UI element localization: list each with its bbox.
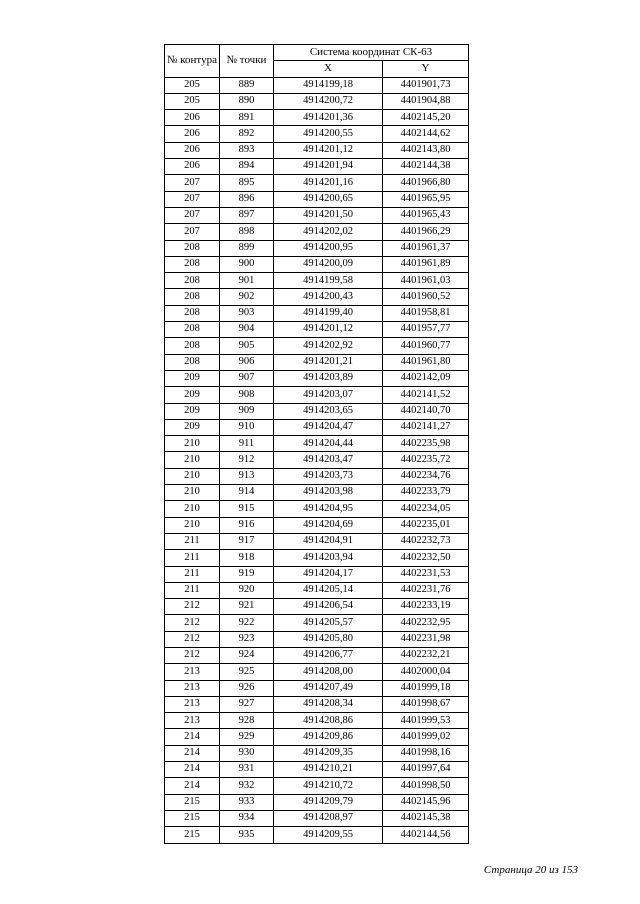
cell-y: 4401960,77 [383, 338, 469, 354]
cell-contour: 212 [165, 599, 220, 615]
table-row [165, 713, 469, 729]
cell-contour: 213 [165, 713, 220, 729]
cell-point: 889 [220, 77, 274, 93]
cell-x: 4914209,35 [274, 745, 383, 761]
cell-x: 4914203,65 [274, 403, 383, 419]
cell-contour: 211 [165, 550, 220, 566]
cell-point: 900 [220, 256, 274, 272]
table-row [165, 338, 469, 354]
table-row [165, 810, 469, 826]
cell-contour: 210 [165, 452, 220, 468]
cell-contour: 210 [165, 468, 220, 484]
cell-point: 902 [220, 289, 274, 305]
table-row [165, 631, 469, 647]
cell-point: 924 [220, 647, 274, 663]
cell-y: 4402145,96 [383, 794, 469, 810]
cell-contour: 208 [165, 240, 220, 256]
cell-contour: 212 [165, 631, 220, 647]
cell-point: 894 [220, 159, 274, 175]
cell-contour: 207 [165, 224, 220, 240]
cell-point: 907 [220, 370, 274, 386]
cell-x: 4914202,02 [274, 224, 383, 240]
cell-point: 895 [220, 175, 274, 191]
cell-contour: 215 [165, 794, 220, 810]
cell-point: 930 [220, 745, 274, 761]
cell-contour: 210 [165, 501, 220, 517]
cell-point: 917 [220, 533, 274, 549]
cell-contour: 210 [165, 485, 220, 501]
cell-point: 901 [220, 273, 274, 289]
table-row [165, 615, 469, 631]
cell-y: 4402232,95 [383, 615, 469, 631]
cell-x: 4914204,91 [274, 533, 383, 549]
cell-point: 934 [220, 810, 274, 826]
cell-y: 4402234,05 [383, 501, 469, 517]
table-row [165, 387, 469, 403]
cell-x: 4914201,12 [274, 322, 383, 338]
cell-point: 922 [220, 615, 274, 631]
cell-point: 892 [220, 126, 274, 142]
cell-y: 4401901,73 [383, 77, 469, 93]
cell-y: 4401966,80 [383, 175, 469, 191]
table-row [165, 501, 469, 517]
cell-y: 4402231,98 [383, 631, 469, 647]
cell-x: 4914208,97 [274, 810, 383, 826]
cell-contour: 208 [165, 338, 220, 354]
cell-contour: 209 [165, 419, 220, 435]
cell-x: 4914203,07 [274, 387, 383, 403]
cell-contour: 209 [165, 403, 220, 419]
cell-x: 4914201,12 [274, 142, 383, 158]
cell-y: 4401904,88 [383, 93, 469, 109]
cell-point: 904 [220, 322, 274, 338]
page-number: Страница 20 из 153 [483, 864, 578, 876]
cell-contour: 208 [165, 305, 220, 321]
table-row [165, 370, 469, 386]
table-row [165, 403, 469, 419]
cell-contour: 205 [165, 93, 220, 109]
table-body [165, 77, 469, 843]
cell-contour: 209 [165, 370, 220, 386]
cell-point: 913 [220, 468, 274, 484]
table-row [165, 599, 469, 615]
cell-x: 4914204,69 [274, 517, 383, 533]
cell-contour: 205 [165, 77, 220, 93]
cell-x: 4914204,47 [274, 419, 383, 435]
cell-y: 4402143,80 [383, 142, 469, 158]
cell-point: 929 [220, 729, 274, 745]
cell-y: 4401999,02 [383, 729, 469, 745]
cell-x: 4914200,55 [274, 126, 383, 142]
header-point-number: № точки [220, 45, 274, 78]
cell-x: 4914206,54 [274, 599, 383, 615]
cell-x: 4914200,09 [274, 256, 383, 272]
cell-contour: 209 [165, 387, 220, 403]
cell-contour: 211 [165, 582, 220, 598]
cell-point: 932 [220, 778, 274, 794]
cell-point: 923 [220, 631, 274, 647]
cell-x: 4914201,36 [274, 110, 383, 126]
cell-x: 4914209,55 [274, 827, 383, 843]
cell-x: 4914203,94 [274, 550, 383, 566]
table-row [165, 419, 469, 435]
cell-y: 4402232,50 [383, 550, 469, 566]
cell-x: 4914207,49 [274, 680, 383, 696]
cell-x: 4914209,86 [274, 729, 383, 745]
cell-x: 4914209,79 [274, 794, 383, 810]
cell-point: 906 [220, 354, 274, 370]
cell-contour: 208 [165, 354, 220, 370]
cell-point: 896 [220, 191, 274, 207]
cell-x: 4914200,65 [274, 191, 383, 207]
cell-y: 4401998,50 [383, 778, 469, 794]
cell-point: 890 [220, 93, 274, 109]
cell-point: 916 [220, 517, 274, 533]
cell-y: 4401966,29 [383, 224, 469, 240]
cell-contour: 206 [165, 142, 220, 158]
cell-y: 4402231,76 [383, 582, 469, 598]
cell-y: 4402233,19 [383, 599, 469, 615]
cell-contour: 208 [165, 273, 220, 289]
cell-point: 914 [220, 485, 274, 501]
table-row [165, 207, 469, 223]
cell-point: 925 [220, 664, 274, 680]
table-row [165, 550, 469, 566]
cell-x: 4914199,18 [274, 77, 383, 93]
cell-x: 4914205,80 [274, 631, 383, 647]
cell-y: 4402235,98 [383, 436, 469, 452]
cell-x: 4914201,94 [274, 159, 383, 175]
table-row [165, 468, 469, 484]
table-row [165, 745, 469, 761]
cell-contour: 206 [165, 126, 220, 142]
cell-point: 921 [220, 599, 274, 615]
cell-contour: 210 [165, 436, 220, 452]
table-row [165, 794, 469, 810]
table-row [165, 729, 469, 745]
cell-point: 912 [220, 452, 274, 468]
cell-y: 4401998,67 [383, 696, 469, 712]
cell-point: 928 [220, 713, 274, 729]
cell-y: 4401965,43 [383, 207, 469, 223]
cell-point: 909 [220, 403, 274, 419]
header-y: Y [383, 61, 469, 77]
cell-x: 4914203,73 [274, 468, 383, 484]
cell-y: 4402140,70 [383, 403, 469, 419]
cell-point: 905 [220, 338, 274, 354]
cell-contour: 214 [165, 745, 220, 761]
header-row-1 [165, 45, 469, 61]
cell-x: 4914208,34 [274, 696, 383, 712]
cell-point: 919 [220, 566, 274, 582]
cell-x: 4914201,50 [274, 207, 383, 223]
cell-y: 4402145,20 [383, 110, 469, 126]
table-row [165, 224, 469, 240]
cell-x: 4914200,43 [274, 289, 383, 305]
cell-y: 4402144,56 [383, 827, 469, 843]
cell-point: 927 [220, 696, 274, 712]
cell-x: 4914199,40 [274, 305, 383, 321]
table-row [165, 305, 469, 321]
table-row [165, 566, 469, 582]
table-row [165, 142, 469, 158]
cell-point: 898 [220, 224, 274, 240]
cell-x: 4914203,47 [274, 452, 383, 468]
cell-y: 4402232,73 [383, 533, 469, 549]
cell-y: 4402235,01 [383, 517, 469, 533]
cell-contour: 214 [165, 729, 220, 745]
table-row [165, 485, 469, 501]
cell-point: 931 [220, 762, 274, 778]
cell-contour: 208 [165, 256, 220, 272]
table-row [165, 680, 469, 696]
cell-x: 4914210,21 [274, 762, 383, 778]
cell-point: 911 [220, 436, 274, 452]
cell-point: 920 [220, 582, 274, 598]
cell-y: 4401958,81 [383, 305, 469, 321]
cell-point: 935 [220, 827, 274, 843]
cell-y: 4401961,80 [383, 354, 469, 370]
cell-x: 4914201,21 [274, 354, 383, 370]
cell-point: 933 [220, 794, 274, 810]
table-row [165, 762, 469, 778]
table-row [165, 77, 469, 93]
table-row [165, 517, 469, 533]
cell-contour: 206 [165, 110, 220, 126]
table-row [165, 647, 469, 663]
table-row [165, 582, 469, 598]
cell-point: 893 [220, 142, 274, 158]
table-row [165, 289, 469, 305]
cell-point: 918 [220, 550, 274, 566]
table-row [165, 110, 469, 126]
table-row [165, 175, 469, 191]
cell-y: 4401997,64 [383, 762, 469, 778]
cell-y: 4402144,62 [383, 126, 469, 142]
cell-x: 4914204,44 [274, 436, 383, 452]
cell-contour: 207 [165, 191, 220, 207]
cell-y: 4402234,76 [383, 468, 469, 484]
cell-contour: 207 [165, 175, 220, 191]
cell-y: 4402141,52 [383, 387, 469, 403]
cell-point: 915 [220, 501, 274, 517]
header-contour-number: № контура [165, 45, 220, 78]
cell-contour: 215 [165, 827, 220, 843]
cell-y: 4402233,79 [383, 485, 469, 501]
cell-x: 4914204,95 [274, 501, 383, 517]
cell-point: 910 [220, 419, 274, 435]
cell-contour: 211 [165, 566, 220, 582]
cell-contour: 211 [165, 533, 220, 549]
cell-x: 4914200,72 [274, 93, 383, 109]
cell-y: 4402231,53 [383, 566, 469, 582]
table-row [165, 159, 469, 175]
cell-x: 4914210,72 [274, 778, 383, 794]
table-row [165, 827, 469, 843]
table-row [165, 240, 469, 256]
table-row [165, 778, 469, 794]
cell-point: 908 [220, 387, 274, 403]
cell-contour: 214 [165, 762, 220, 778]
cell-x: 4914200,95 [274, 240, 383, 256]
table-row [165, 696, 469, 712]
table-row [165, 256, 469, 272]
table-row [165, 322, 469, 338]
cell-x: 4914208,86 [274, 713, 383, 729]
cell-x: 4914203,89 [274, 370, 383, 386]
cell-x: 4914201,16 [274, 175, 383, 191]
cell-y: 4402232,21 [383, 647, 469, 663]
cell-y: 4401965,95 [383, 191, 469, 207]
table-row [165, 273, 469, 289]
table-row [165, 191, 469, 207]
cell-x: 4914205,57 [274, 615, 383, 631]
cell-x: 4914205,14 [274, 582, 383, 598]
cell-x: 4914206,77 [274, 647, 383, 663]
table-row [165, 126, 469, 142]
cell-y: 4401957,77 [383, 322, 469, 338]
cell-y: 4401961,37 [383, 240, 469, 256]
cell-contour: 208 [165, 322, 220, 338]
cell-x: 4914203,98 [274, 485, 383, 501]
cell-point: 899 [220, 240, 274, 256]
table-row [165, 93, 469, 109]
cell-y: 4402145,38 [383, 810, 469, 826]
coordinates-table [164, 44, 469, 844]
table-header [165, 45, 469, 78]
cell-contour: 213 [165, 680, 220, 696]
cell-y: 4401961,03 [383, 273, 469, 289]
cell-point: 897 [220, 207, 274, 223]
cell-y: 4401999,53 [383, 713, 469, 729]
cell-x: 4914208,00 [274, 664, 383, 680]
cell-contour: 213 [165, 696, 220, 712]
cell-contour: 212 [165, 647, 220, 663]
table-row [165, 354, 469, 370]
cell-y: 4402235,72 [383, 452, 469, 468]
cell-contour: 206 [165, 159, 220, 175]
header-coordinate-system: Система координат СК-63 [274, 45, 469, 61]
cell-point: 926 [220, 680, 274, 696]
cell-x: 4914204,17 [274, 566, 383, 582]
cell-contour: 212 [165, 615, 220, 631]
cell-contour: 207 [165, 207, 220, 223]
cell-point: 903 [220, 305, 274, 321]
cell-y: 4401999,18 [383, 680, 469, 696]
cell-y: 4402142,09 [383, 370, 469, 386]
cell-y: 4401960,52 [383, 289, 469, 305]
cell-contour: 214 [165, 778, 220, 794]
cell-contour: 215 [165, 810, 220, 826]
cell-contour: 213 [165, 664, 220, 680]
table-row [165, 452, 469, 468]
cell-contour: 208 [165, 289, 220, 305]
cell-contour: 210 [165, 517, 220, 533]
table-row [165, 533, 469, 549]
cell-y: 4402144,38 [383, 159, 469, 175]
cell-x: 4914202,92 [274, 338, 383, 354]
table-row [165, 664, 469, 680]
cell-y: 4401998,16 [383, 745, 469, 761]
cell-point: 891 [220, 110, 274, 126]
cell-y: 4402141,27 [383, 419, 469, 435]
table-row [165, 436, 469, 452]
cell-x: 4914199,58 [274, 273, 383, 289]
header-x: X [274, 61, 383, 77]
cell-y: 4402000,04 [383, 664, 469, 680]
cell-y: 4401961,89 [383, 256, 469, 272]
